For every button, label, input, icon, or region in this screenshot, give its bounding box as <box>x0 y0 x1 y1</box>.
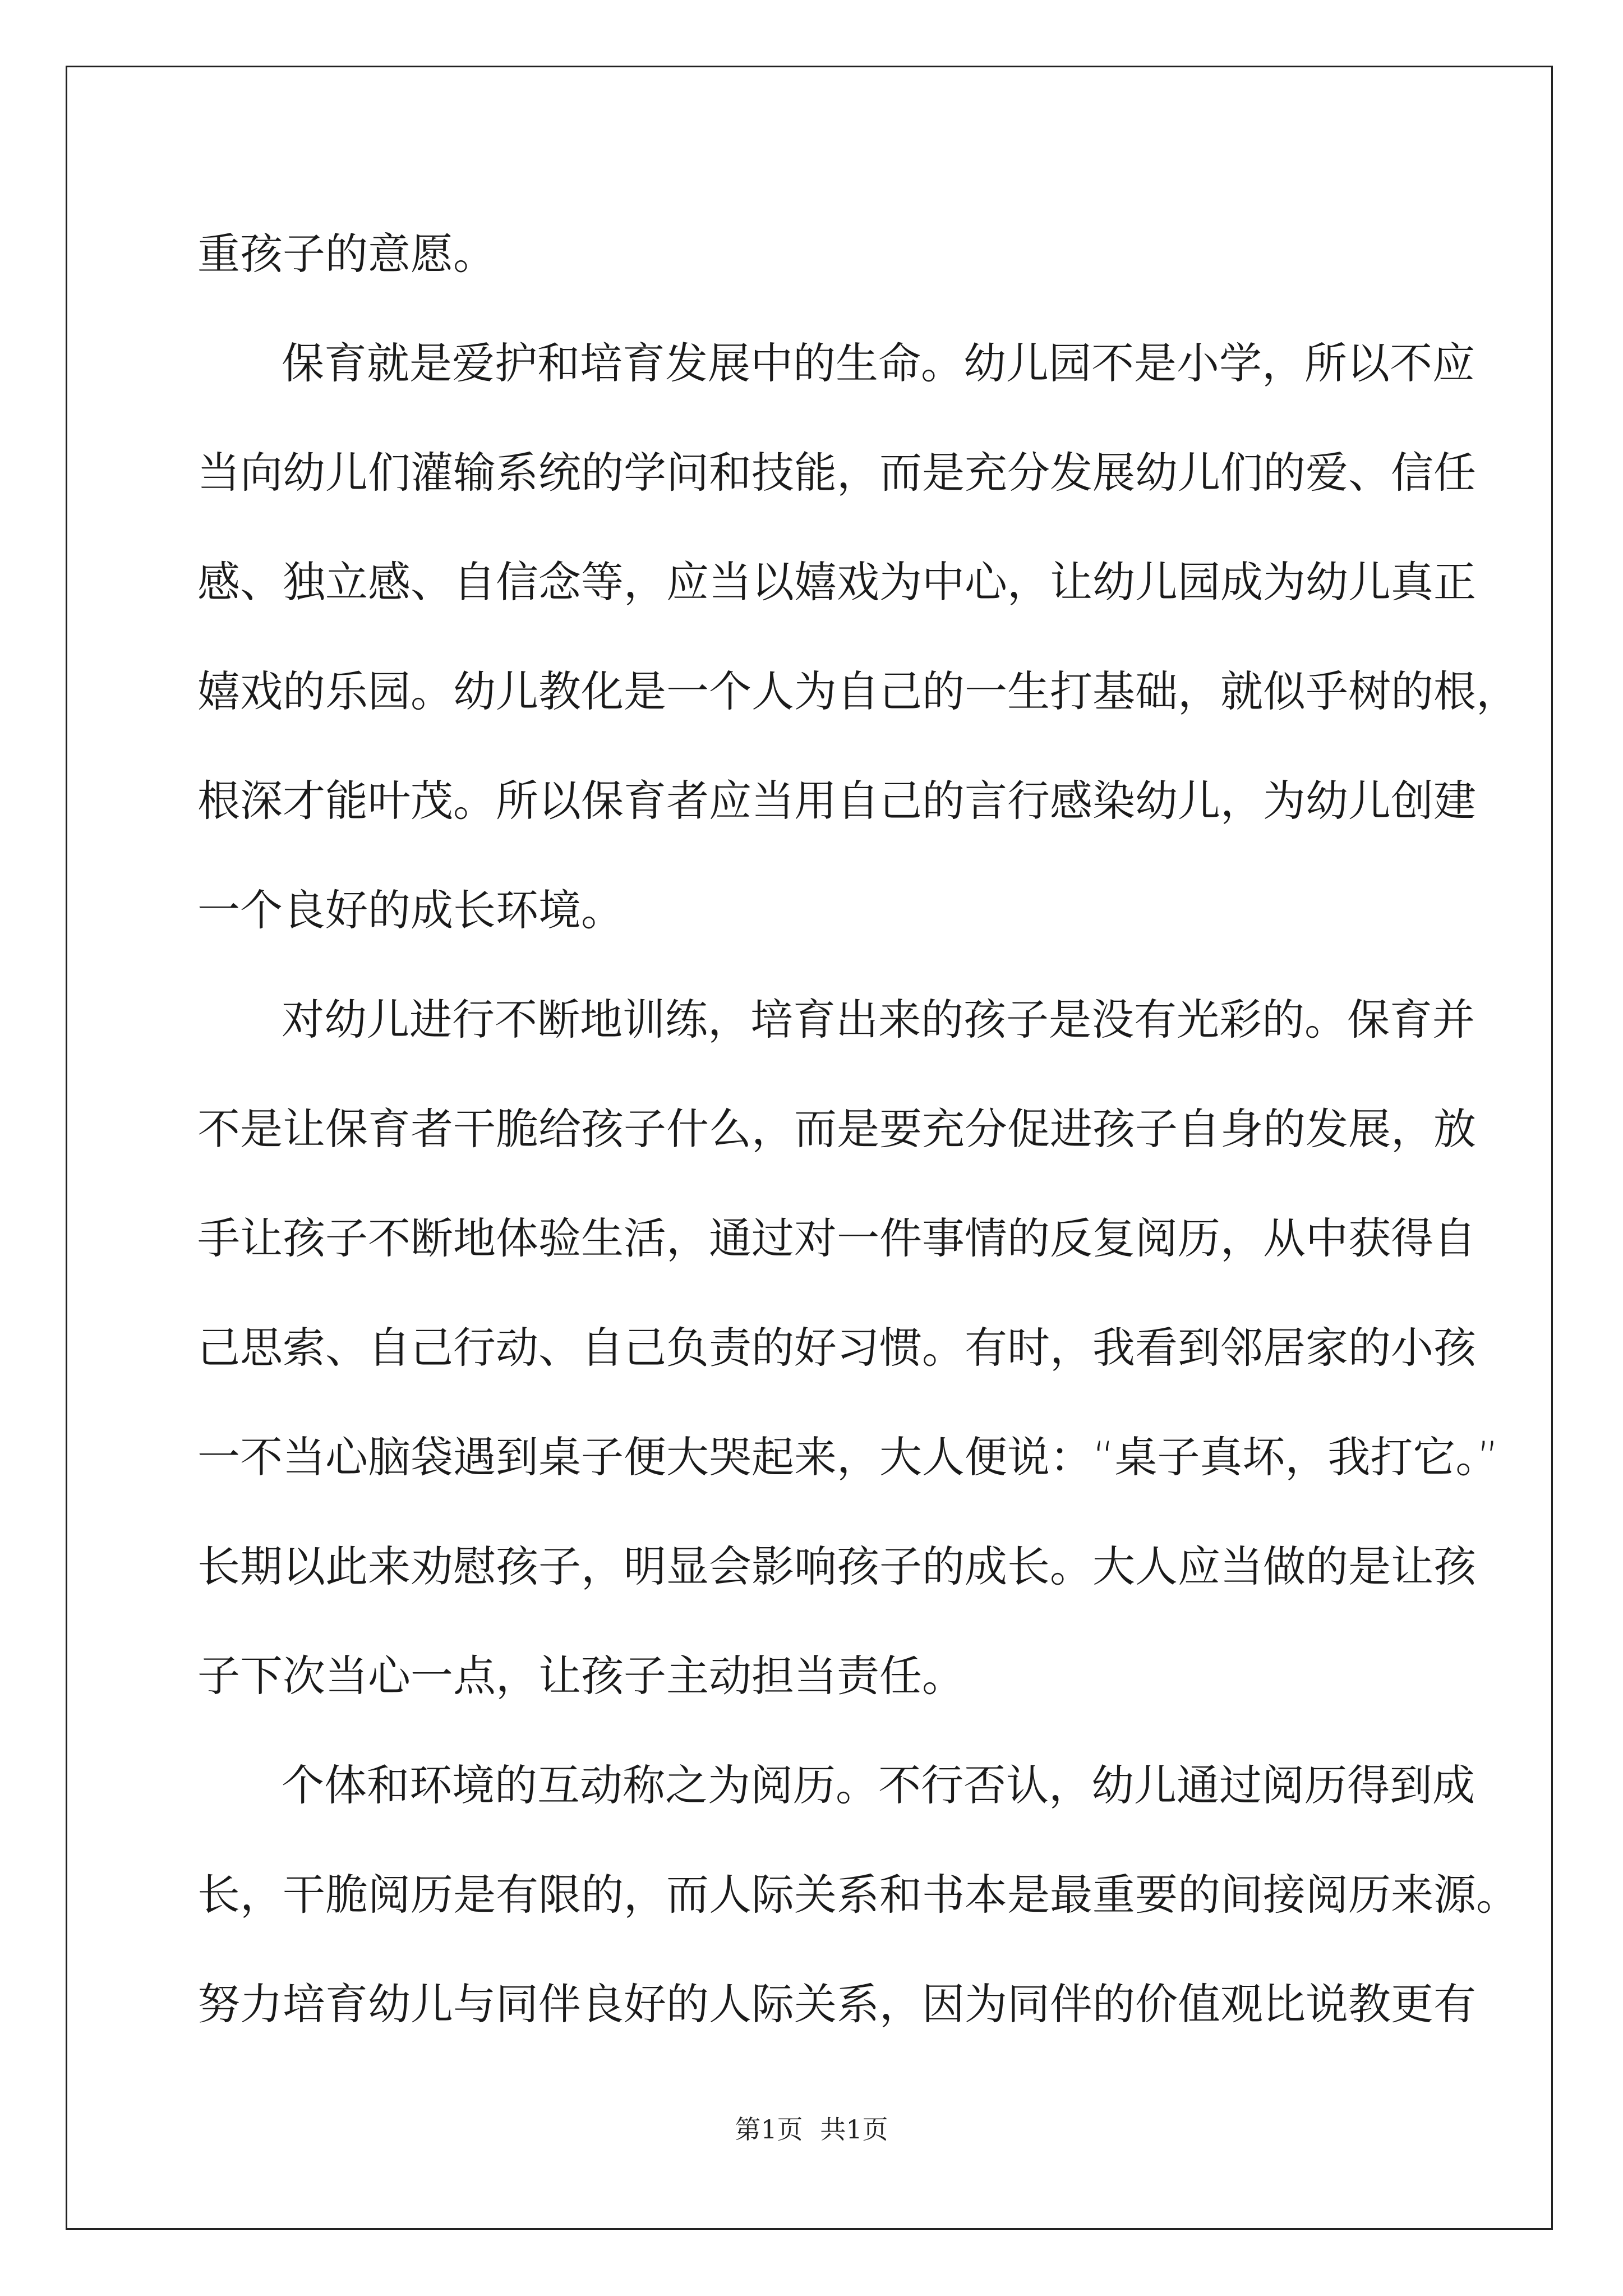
text-line: 保育就是爱护和培育发展中的生命。幼儿园不是小学，所以不应 <box>282 338 1475 388</box>
text-line: 不是让保育者干脆给孩子什么，而是要充分促进孩子自身的发展，放 <box>197 1104 1476 1154</box>
text-line: 个体和环境的互动称之为阅历。不行否认，幼儿通过阅历得到成 <box>282 1760 1475 1810</box>
text-line: 感、独立感、自信念等，应当以嬉戏为中心，让幼儿园成为幼儿真正 <box>197 557 1476 607</box>
text-line: 重孩子的意愿。 <box>197 229 496 279</box>
text-line: 一个良好的成长环境。 <box>197 885 624 935</box>
text-line: 长期以此来劝慰孩子，明显会影响孩子的成长。大人应当做的是让孩 <box>197 1542 1476 1591</box>
page-footer <box>0 2109 1623 2146</box>
text-line: 手让孩子不断地体验生活，通过对一件事情的反复阅历，从中获得自 <box>197 1213 1476 1263</box>
document-body <box>197 199 1519 2059</box>
text-line: 己思索、自己行动、自己负责的好习惯。有时，我看到邻居家的小孩 <box>197 1323 1476 1373</box>
text-line: 当向幼儿们灌输系统的学问和技能，而是充分发展幼儿们的爱、信任 <box>197 448 1476 498</box>
text-line: 嬉戏的乐园。幼儿教化是一个人为自己的一生打基础，就似乎树的根， <box>197 666 1519 716</box>
page-number: 第1页 <box>735 2114 803 2145</box>
text-line: 长，干脆阅历是有限的，而人际关系和书本是最重要的间接阅历来源。 <box>197 1870 1519 1920</box>
text-line: 子下次当心一点，让孩子主动担当责任。 <box>197 1651 965 1701</box>
text-line: 根深才能叶茂。所以保育者应当用自己的言行感染幼儿，为幼儿创建 <box>197 776 1476 826</box>
text-line: 努力培育幼儿与同伴良好的人际关系，因为同伴的价值观比说教更有 <box>197 1979 1476 2029</box>
text-line: 一不当心脑袋遇到桌子便大哭起来，大人便说：“桌子真坏，我打它。” <box>197 1432 1499 1482</box>
page-total: 共1页 <box>820 2114 888 2145</box>
text-line: 对幼儿进行不断地训练，培育出来的孩子是没有光彩的。保育并 <box>282 995 1475 1045</box>
